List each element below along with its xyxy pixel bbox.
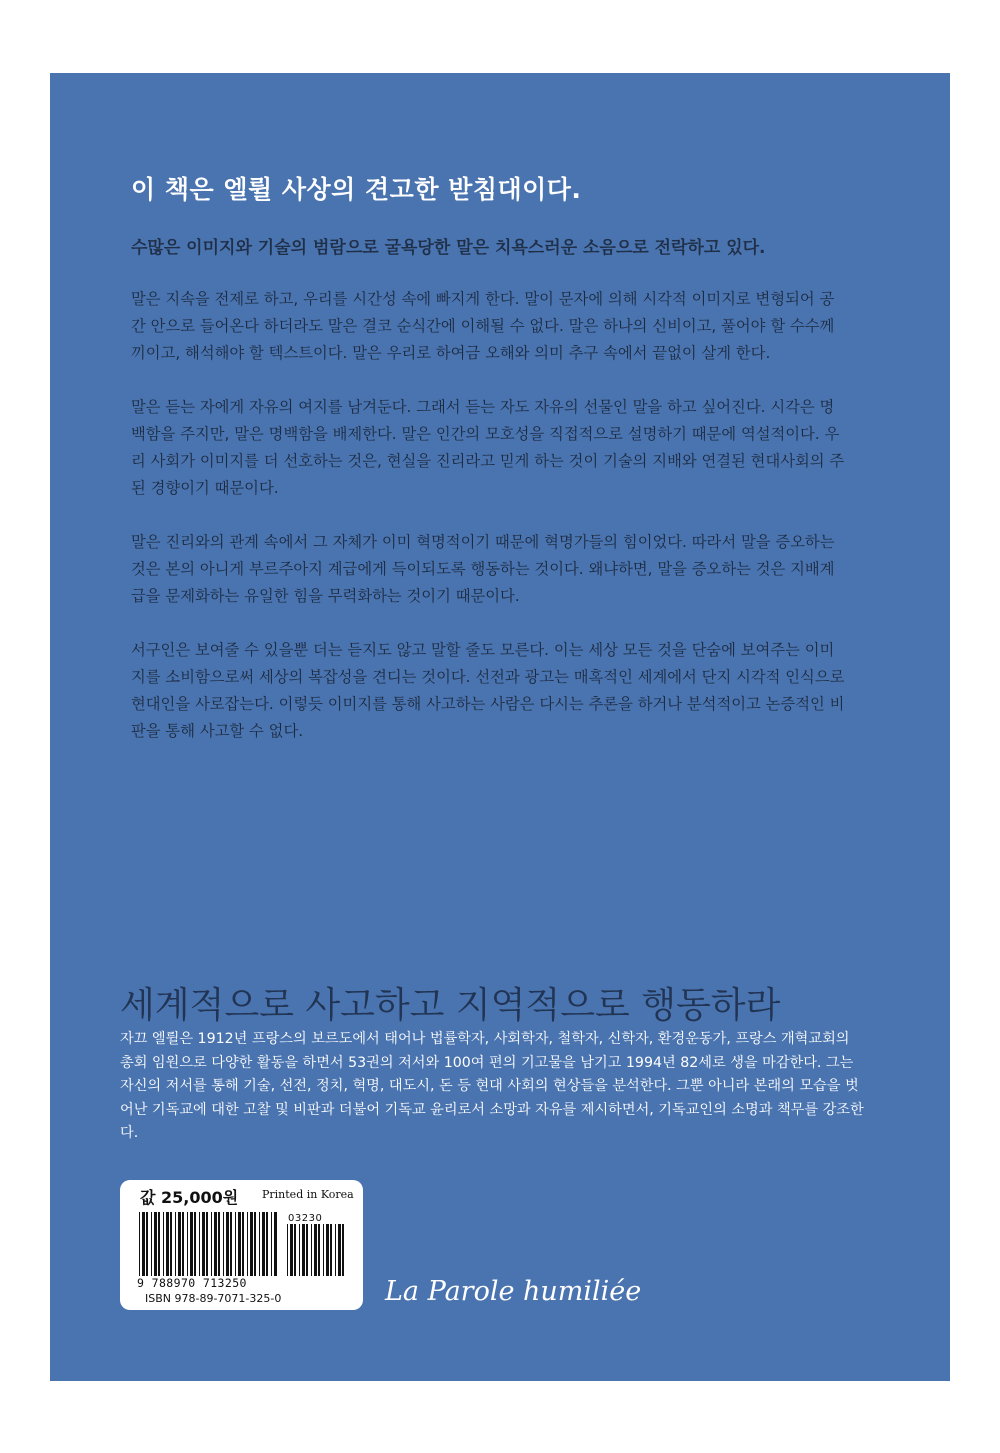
barcode-bar <box>330 1224 332 1276</box>
price: 값 25,000원 <box>140 1188 239 1207</box>
paragraph-4: 서구인은 보여줄 수 있을뿐 더는 듣지도 않고 말할 줄도 모른다. 이는 세상 모든 것을 단숨에 보여주는 이미지를 소비함으로써 세상의 복잡성을 견디는 것이다. 선전과 광고는 매혹적인 세계에서 단지 시각적 인식으로 현대인을 사로잡는다. 이렇듯 이미지를 통해 사고하는 사람은 다시는 추론을 하거나 분석적이고 논증적인 비판을 통해 사고할 수 없다. <box>131 641 845 740</box>
barcode-bar <box>242 1212 244 1276</box>
barcode-icon <box>137 1210 347 1276</box>
barcode-bar <box>238 1212 241 1276</box>
barcode-bar <box>178 1212 181 1276</box>
author-bio: 자끄 엘륄은 1912년 프랑스의 보르도에서 태어나 법률학자, 사회학자, 철학자, 신학자, 환경운동가, 프랑스 개혁교회의 총회 임원으로 다양한 활동을 하면서 53권의 저서와 100여 편의 기고물을 남기고 1994년 82세로 생을 마감한다. 그는 자신의 저서를 통해 기술, 선전, 정치, 혁명, 대도시, 돈 등 현대 사회의 현상들을 분석한다. 그뿐 아니라 본래의 모습을 벗어난 기독교에 대한 고찰 및 비판과 더불어 기독교 윤리로서 소망과 자유를 제시하면서, 기독교인의 소명과 책무를 강조한다. <box>120 1031 864 1141</box>
barcode-bar <box>326 1224 329 1276</box>
barcode-bar <box>187 1212 188 1276</box>
barcode-bar <box>226 1212 229 1276</box>
paragraph-1: 말은 지속을 전제로 하고, 우리를 시간성 속에 빠지게 한다. 말이 문자에 의해 시각적 이미지로 변형되어 공간 안으로 들어온다 하더라도 말은 결코 순식간에 이해될 수 없다. 말은 하나의 신비이고, 풀어야 할 수수께끼이고, 해석해야 할 텍스트이다. 말은 우리로 하여금 오해와 의미 추구 속에서 끝없이 살게 한다. <box>131 290 835 362</box>
barcode-bar <box>206 1212 208 1276</box>
barcode-bar <box>299 1224 300 1276</box>
printed-in: Printed in Korea <box>262 1188 354 1201</box>
barcode-bar <box>139 1212 140 1276</box>
barcode-bar <box>306 1224 308 1276</box>
barcode-addon-code: 03230 <box>288 1213 323 1224</box>
barcode-bar <box>274 1212 277 1276</box>
headline: 이 책은 엘륄 사상의 견고한 받침대이다. <box>131 175 582 204</box>
barcode-bar <box>223 1212 224 1276</box>
author-section-title: 세계적으로 사고하고 지역적으로 행동하라 <box>120 985 781 1026</box>
barcode-bar <box>338 1224 341 1276</box>
barcode-bar <box>271 1212 272 1276</box>
barcode-bar <box>146 1212 148 1276</box>
barcode-bar <box>158 1212 160 1276</box>
french-title: La Parole humiliée <box>385 1276 642 1307</box>
barcode-bar <box>262 1212 265 1276</box>
subhead: 수많은 이미지와 기술의 범람으로 굴욕당한 말은 치욕스러운 소음으로 전락하고 있다. <box>131 238 766 258</box>
barcode-bar <box>311 1224 312 1276</box>
barcode-bar <box>211 1212 212 1276</box>
barcode-bar <box>163 1212 164 1276</box>
body-text <box>131 286 847 772</box>
barcode-bar <box>194 1212 196 1276</box>
barcode-bar <box>166 1212 169 1276</box>
barcode-bar <box>342 1224 344 1276</box>
barcode-bar <box>290 1224 293 1276</box>
barcode-label <box>120 1180 363 1310</box>
barcode-bar <box>323 1224 324 1276</box>
barcode-bar <box>266 1212 268 1276</box>
barcode-bar <box>218 1212 220 1276</box>
barcode-bar <box>190 1212 193 1276</box>
barcode-bar <box>142 1212 145 1276</box>
paragraph-3: 말은 진리와의 관계 속에서 그 자체가 이미 혁명적이기 때문에 혁명가들의 힘이었다. 따라서 말을 증오하는 것은 본의 아니게 부르주아지 계급에게 득이되도록 행동하는 것이다. 왜냐하면, 말을 증오하는 것은 지배계급을 문제화하는 유일한 힘을 무력화하는 것이기 때문이다. <box>131 533 835 605</box>
barcode-bar <box>287 1224 288 1276</box>
ean-digits: 9 788970 713250 <box>137 1276 247 1290</box>
barcode-bar <box>254 1212 256 1276</box>
barcode-bar <box>247 1212 248 1276</box>
paragraph-2: 말은 듣는 자에게 자유의 여지를 남겨둔다. 그래서 듣는 자도 자유의 선물인 말을 하고 싶어진다. 시각은 명백함을 주지만, 말은 명백함을 배제한다. 말은 인간의 모호성을 직접적으로 설명하기 때문에 역설적이다. 우리 사회가 이미지를 더 선호하는 것은, 현실을 진리라고 믿게 하는 것이 기술의 지배와 연결된 현대사회의 주된 경향이기 때문이다. <box>131 398 845 497</box>
isbn: ISBN 978-89-7071-325-0 <box>145 1292 282 1305</box>
barcode-bar <box>151 1212 152 1276</box>
barcode-bar <box>170 1212 172 1276</box>
barcode-bar <box>302 1224 305 1276</box>
barcode-bar <box>175 1212 176 1276</box>
barcode-bar <box>199 1212 200 1276</box>
barcode-bar <box>202 1212 205 1276</box>
barcode-bar <box>250 1212 253 1276</box>
barcode-bar <box>214 1212 217 1276</box>
barcode-bar <box>335 1224 336 1276</box>
barcode-bar <box>154 1212 157 1276</box>
barcode-bar <box>259 1212 260 1276</box>
barcode-bar <box>314 1224 317 1276</box>
barcode-bar <box>318 1224 320 1276</box>
barcode-bar <box>182 1212 184 1276</box>
barcode-bar <box>235 1212 236 1276</box>
barcode-bar <box>230 1212 232 1276</box>
barcode-bar <box>294 1224 296 1276</box>
